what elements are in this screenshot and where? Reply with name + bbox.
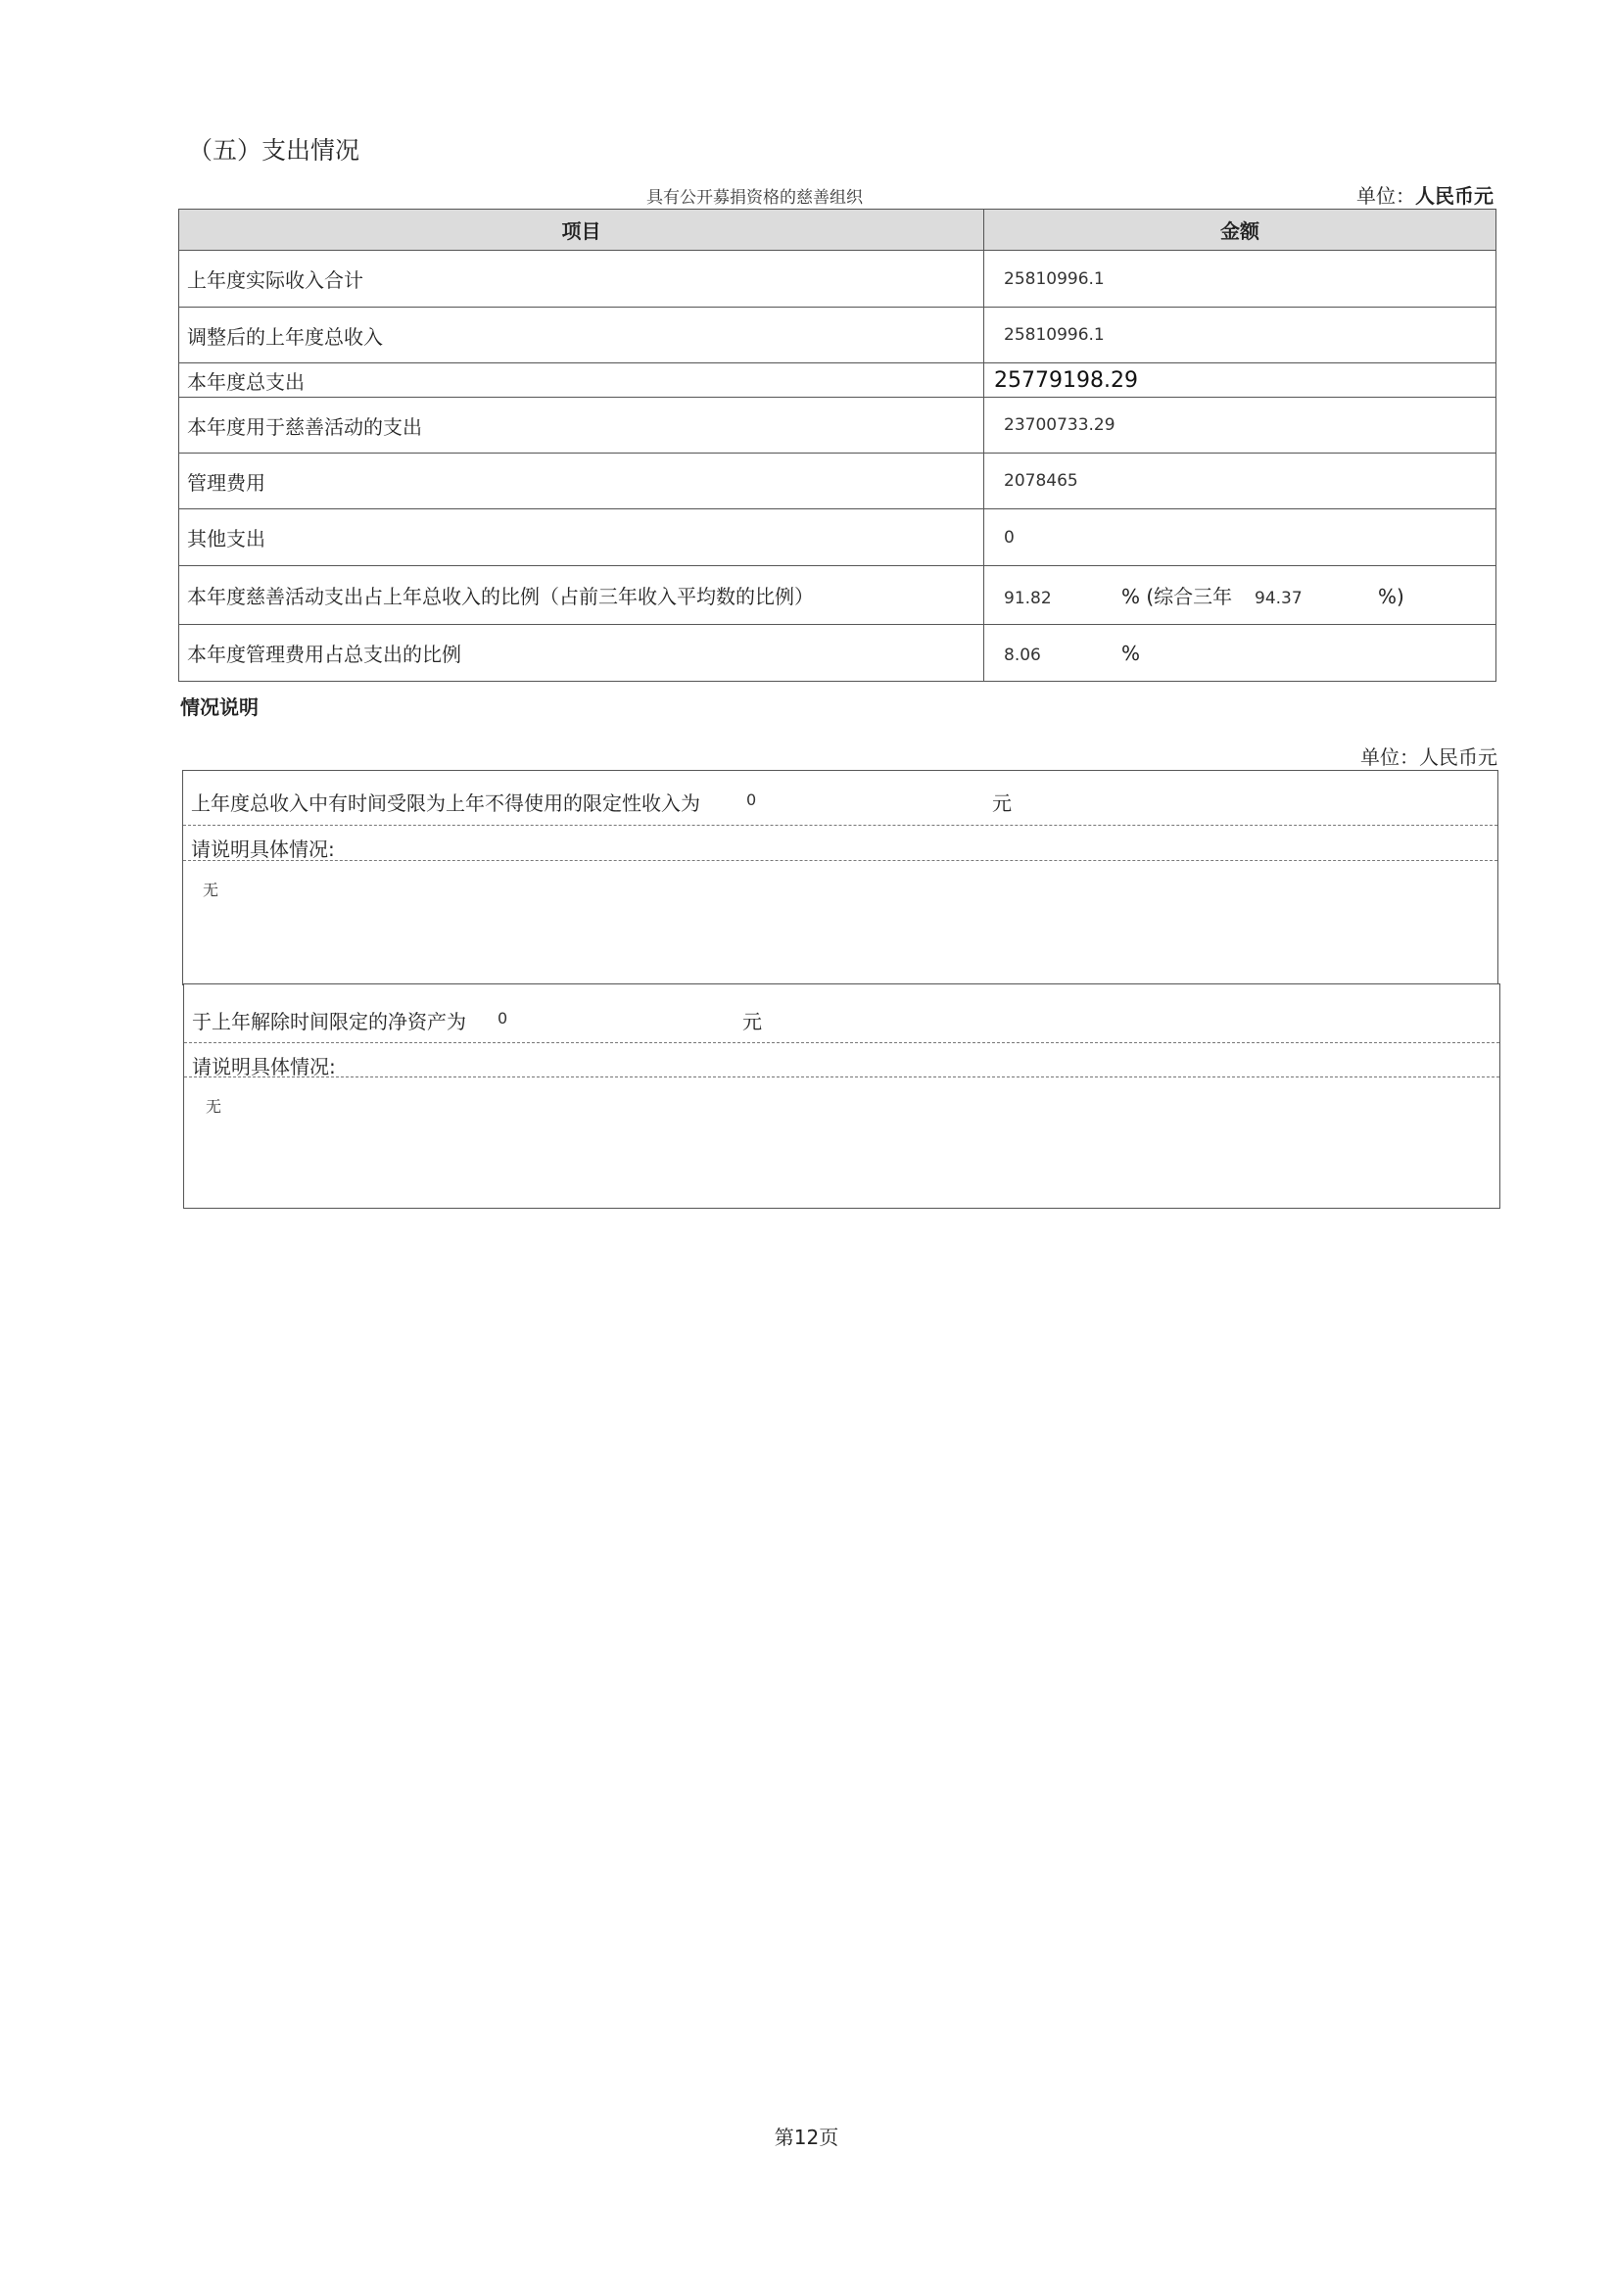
table-row (179, 509, 1496, 566)
row-label: 调整后的上年度总收入 (179, 308, 984, 363)
ratio-end-text: %) (1378, 585, 1404, 608)
row-label: 其他支出 (179, 509, 984, 566)
table-row (179, 454, 1496, 509)
restricted-income-value: 0 (746, 790, 757, 809)
divider (184, 1076, 1499, 1077)
mgmt-ratio-label: 本年度管理费用占总支出的比例 (179, 625, 984, 682)
row-value: 25810996.1 (984, 251, 1496, 308)
table-row (179, 308, 1496, 363)
mgmt-ratio-row (179, 625, 1496, 682)
explain-label-1: 请说明具体情况: (191, 837, 335, 861)
explain-value-1: 无 (203, 881, 219, 899)
ratio-label: 本年度慈善活动支出占上年总收入的比例（占前三年收入平均数的比例） (179, 566, 984, 625)
row-value: 25810996.1 (984, 308, 1496, 363)
explain-value-2: 无 (206, 1097, 222, 1116)
notes-unit-label: 单位：人民币元 (1360, 745, 1497, 769)
released-assets-label: 于上年解除时间限定的净资产为 (192, 1010, 466, 1033)
row-label: 本年度用于慈善活动的支出 (179, 398, 984, 454)
page-number: 第12页 (774, 2126, 839, 2149)
table-header-row (179, 210, 1496, 251)
expense-table (178, 209, 1496, 682)
notes-title: 情况说明 (180, 695, 259, 719)
restricted-income-label: 上年度总收入中有时间受限为上年不得使用的限定性收入为 (191, 791, 700, 815)
mgmt-ratio-cell (984, 625, 1496, 682)
unit-label-prefix: 单位： (1356, 184, 1415, 208)
restricted-income-unit: 元 (992, 791, 1012, 815)
restricted-income-box (182, 770, 1498, 985)
row-value: 0 (984, 509, 1496, 566)
table-caption: 具有公开募捐资格的慈善组织 (646, 188, 863, 208)
header-item: 项目 (179, 210, 984, 251)
released-assets-unit: 元 (742, 1010, 762, 1033)
unit-label (1356, 180, 1494, 209)
row-value: 25779198.29 (984, 363, 1496, 398)
table-row (179, 363, 1496, 398)
ratio-cell (984, 566, 1496, 625)
explain-label-2: 请说明具体情况: (192, 1055, 336, 1078)
divider (183, 825, 1497, 826)
header-amount: 金额 (984, 210, 1496, 251)
table-row (179, 398, 1496, 454)
table-row (179, 251, 1496, 308)
row-label: 管理费用 (179, 454, 984, 509)
released-assets-box (183, 983, 1500, 1209)
ratio-three-year-value: 94.37 (1255, 589, 1303, 608)
divider (183, 860, 1497, 861)
ratio-row (179, 566, 1496, 625)
row-value: 23700733.29 (984, 398, 1496, 454)
ratio-mid-text: % (综合三年 (1121, 585, 1233, 608)
row-value: 2078465 (984, 454, 1496, 509)
unit-label-value: 人民币元 (1415, 184, 1494, 208)
mgmt-ratio-value: 8.06 (1004, 645, 1041, 665)
ratio-value: 91.82 (1004, 589, 1052, 608)
mgmt-ratio-pct: % (1121, 641, 1141, 665)
row-label: 上年度实际收入合计 (179, 251, 984, 308)
section-title: （五）支出情况 (188, 136, 360, 165)
released-assets-value: 0 (498, 1009, 508, 1028)
row-label: 本年度总支出 (179, 363, 984, 398)
divider (184, 1042, 1499, 1043)
